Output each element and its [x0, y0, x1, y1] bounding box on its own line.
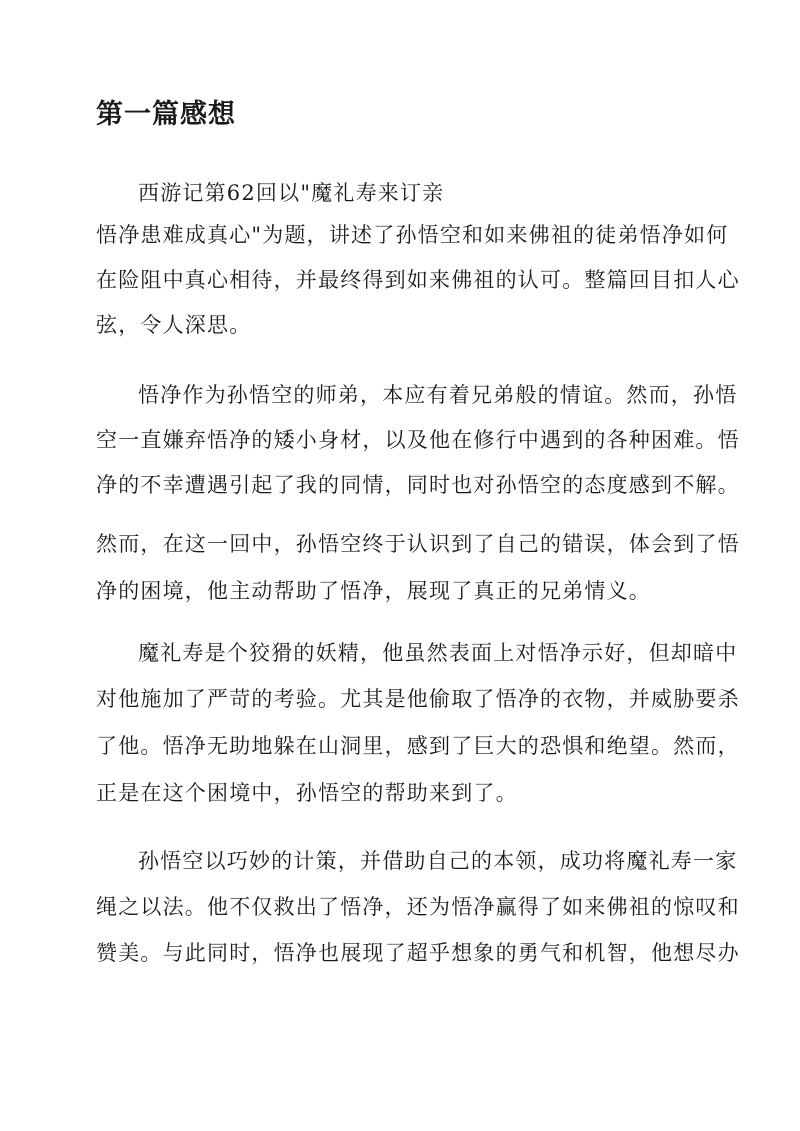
- document-title: 第一篇感想: [96, 99, 236, 130]
- paragraph-1-line-3: 在险阻中真心相待，并最终得到如来佛祖的认可。整篇回目扣人心: [96, 268, 740, 292]
- paragraph-1-line-4: 弦，令人深思。: [96, 313, 252, 337]
- paragraph-1-line-1: 西游记第62回以"魔礼寿来订亲: [138, 181, 445, 205]
- paragraph-4-line-3: 赞美。与此同时，悟净也展现了超乎想象的勇气和机智，他想尽办: [96, 941, 740, 965]
- paragraph-2-line-4: 然而，在这一回中，孙悟空终于认识到了自己的错误，体会到了悟: [96, 532, 740, 556]
- paragraph-4-line-2: 绳之以法。他不仅救出了悟净，还为悟净赢得了如来佛祖的惊叹和: [96, 895, 740, 919]
- paragraph-2-line-2: 空一直嫌弃悟净的矮小身材，以及他在修行中遇到的各种困难。悟: [96, 428, 740, 452]
- paragraph-3-line-3: 了他。悟净无助地躲在山洞里，感到了巨大的恐惧和绝望。然而，: [96, 734, 740, 758]
- paragraph-2-line-3: 净的不幸遭遇引起了我的同情，同时也对孙悟空的态度感到不解。: [96, 473, 740, 497]
- paragraph-3-line-4: 正是在这个困境中，孙悟空的帮助来到了。: [96, 781, 518, 805]
- paragraph-2-line-5: 净的困境，他主动帮助了悟净，展现了真正的兄弟情义。: [96, 579, 651, 603]
- paragraph-3-line-1: 魔礼寿是个狡猾的妖精，他虽然表面上对悟净示好，但却暗中: [138, 641, 738, 665]
- paragraph-4-line-1: 孙悟空以巧妙的计策，并借助自己的本领，成功将魔礼寿一家: [138, 849, 738, 873]
- paragraph-1-line-2: 悟净患难成真心"为题，讲述了孙悟空和如来佛祖的徒弟悟净如何: [96, 223, 729, 247]
- paragraph-2-line-1: 悟净作为孙悟空的师弟，本应有着兄弟般的情谊。然而，孙悟: [138, 383, 738, 407]
- paragraph-3-line-2: 对他施加了严苛的考验。尤其是他偷取了悟净的衣物，并威胁要杀: [96, 687, 740, 711]
